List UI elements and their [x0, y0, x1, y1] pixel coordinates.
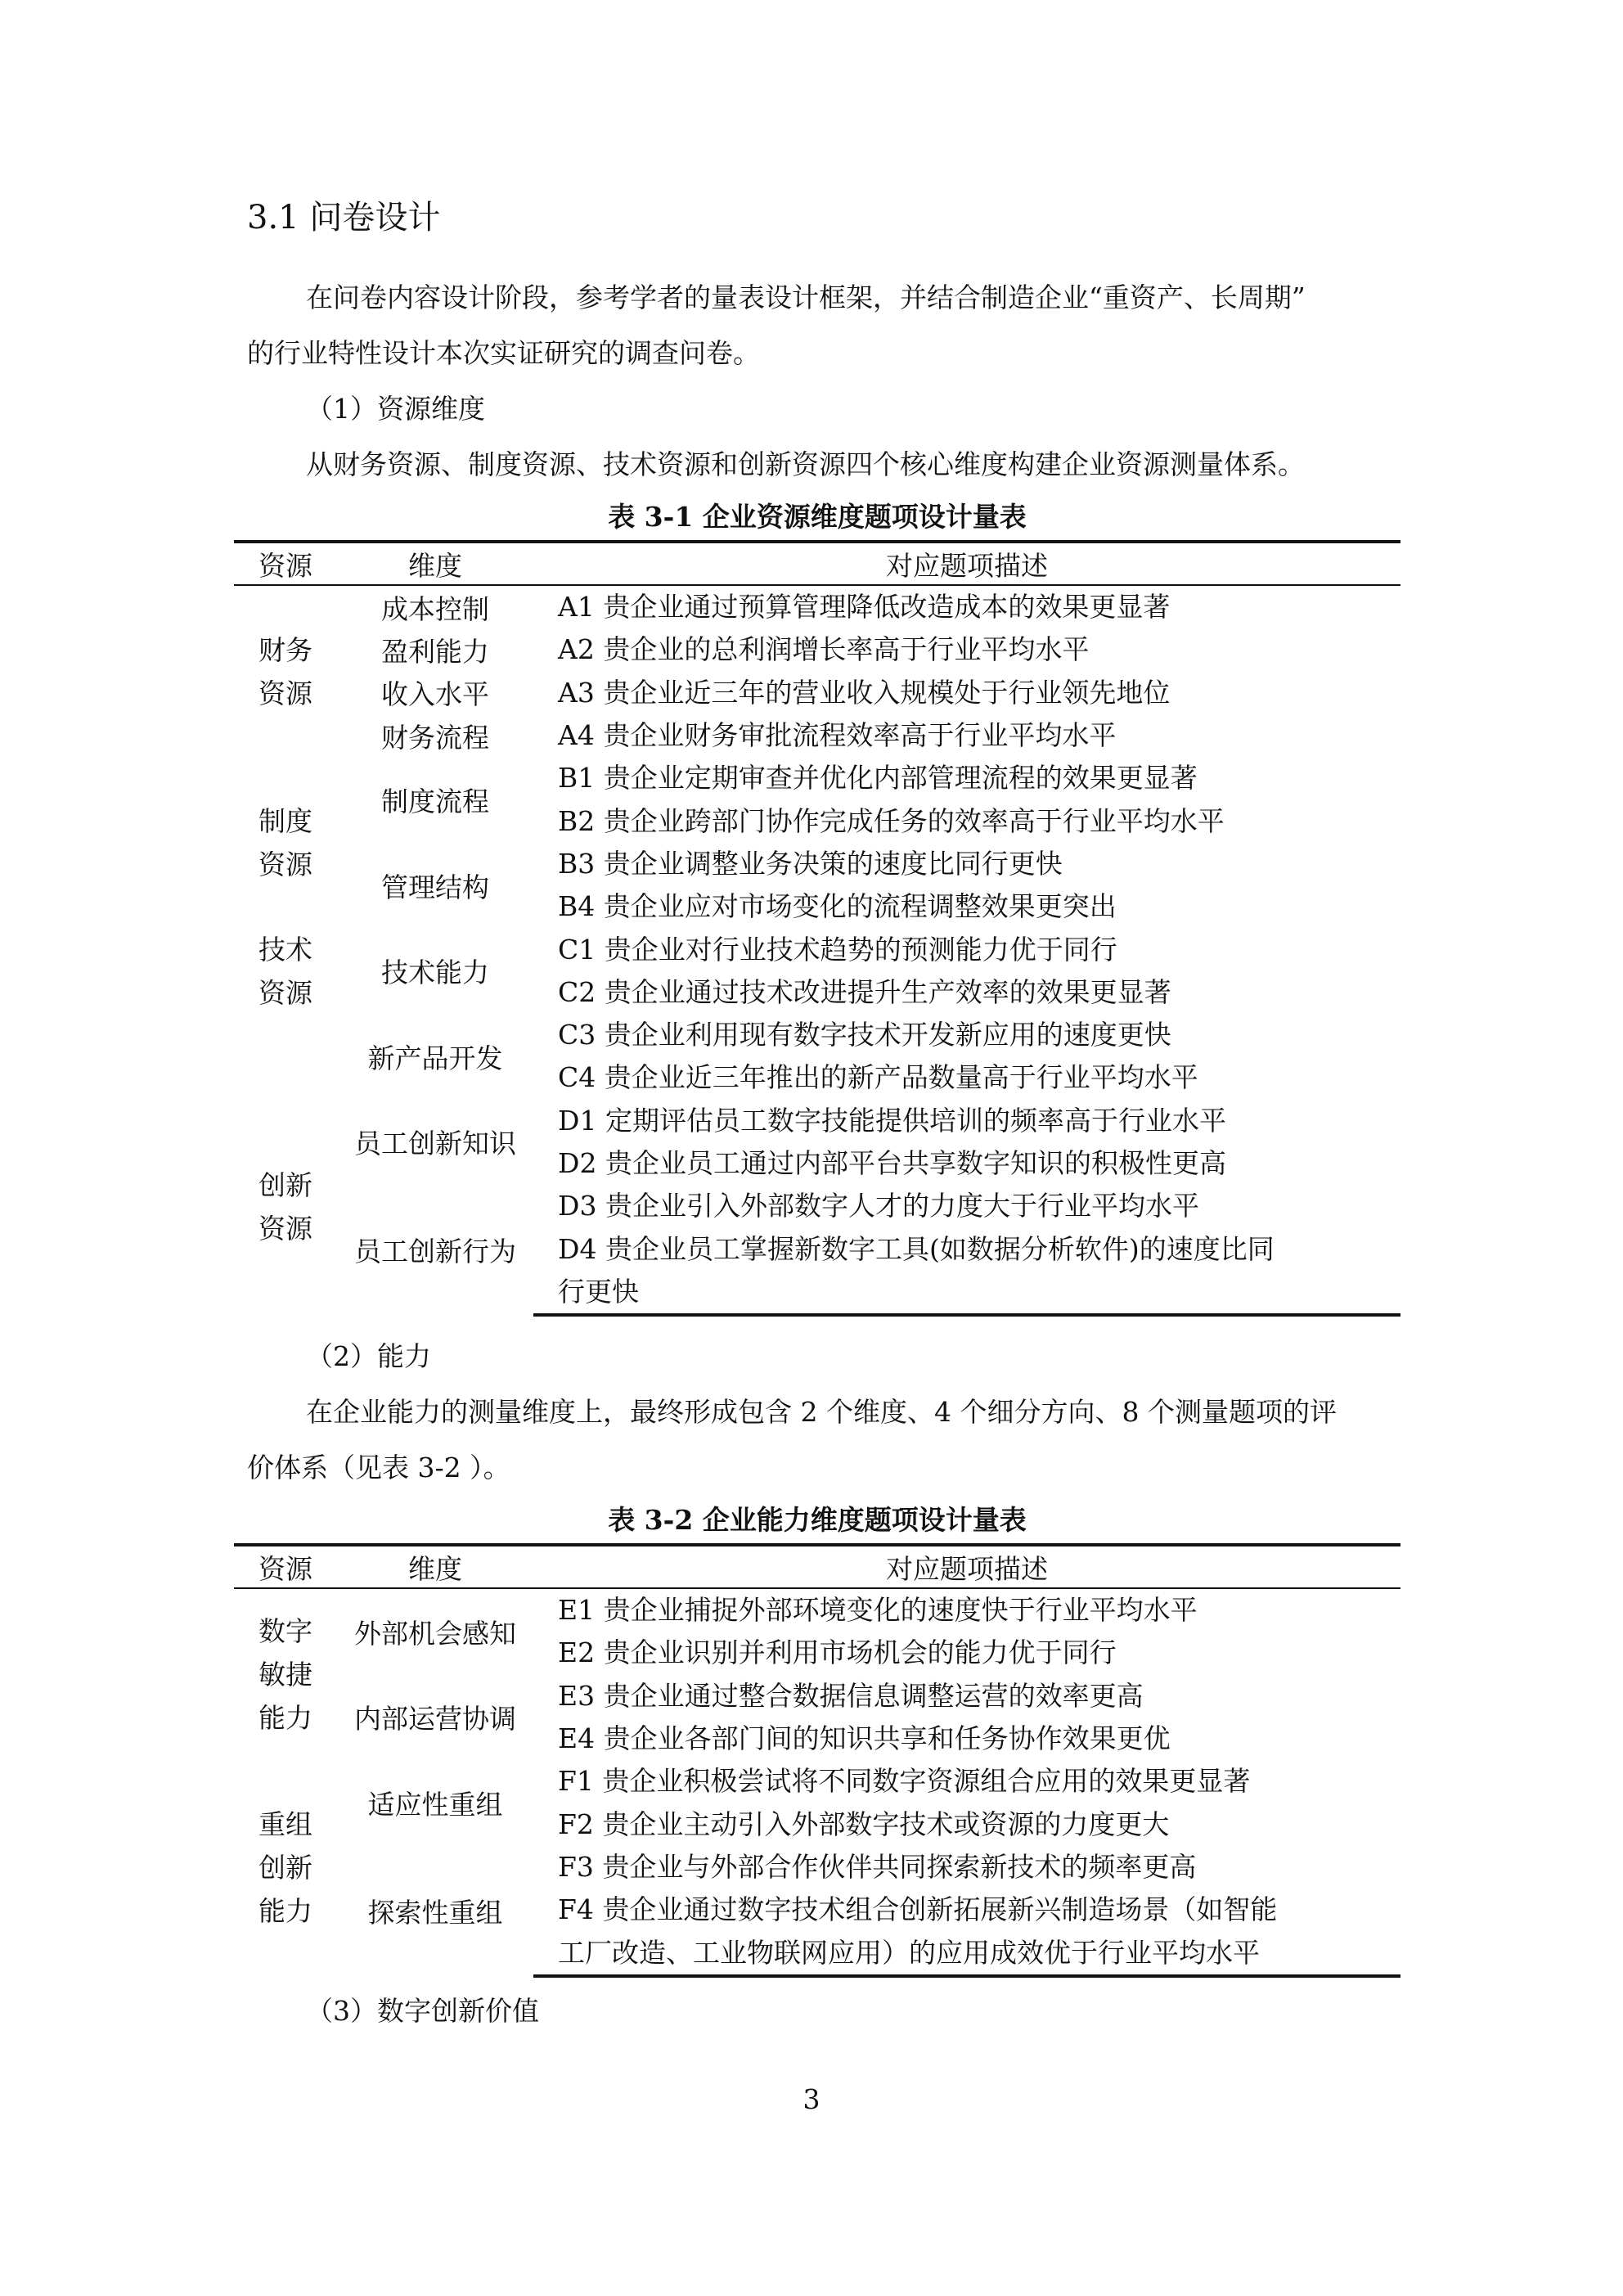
- item-cell: B3 贵企业调整业务决策的速度比同行更快: [558, 847, 1063, 880]
- group-label-line: 资源: [259, 848, 312, 880]
- item-cell: D4 贵企业员工掌握新数字工具(如数据分析软件)的速度比同: [558, 1232, 1275, 1265]
- item-cell: E1 贵企业捕捉外部环境变化的速度快于行业平均水平: [558, 1594, 1198, 1627]
- table-row: [234, 1846, 1400, 1889]
- item-cell: F4 贵企业通过数字技术组合创新拓展新兴制造场景（如智能: [558, 1893, 1278, 1926]
- group-label-line: 资源: [259, 977, 312, 1010]
- group-label-line: 数字: [259, 1615, 312, 1648]
- table-3-2-caption: 表 3-2 企业能力维度题项设计量表: [608, 1504, 1027, 1536]
- dimension-cell: 适应性重组: [367, 1788, 503, 1821]
- group-label-line: 创新: [259, 1852, 312, 1884]
- table-3-2: [234, 1543, 1400, 1978]
- table-row: [234, 1100, 1400, 1142]
- resource-intro-text: 从财务资源、制度资源、技术资源和创新资源四个核心维度构建企业资源测量体系。: [306, 448, 1305, 480]
- item-cell: F2 贵企业主动引入外部数字技术或资源的力度更大: [558, 1808, 1170, 1840]
- table-row: [234, 1185, 1400, 1227]
- group-label-line: 敏捷: [259, 1659, 312, 1691]
- group-label-line: 技术: [259, 934, 312, 966]
- group-label-line: 财务: [259, 633, 312, 666]
- item-cell: B4 贵企业应对市场变化的流程调整效果更突出: [558, 890, 1117, 923]
- subsection-heading-resource: （1）资源维度: [306, 393, 485, 425]
- header-dimension: 维度: [337, 1545, 533, 1588]
- item-cell: E2 贵企业识别并利用市场机会的能力优于同行: [558, 1636, 1117, 1669]
- dimension-cell: 收入水平: [381, 678, 489, 711]
- section-title: 3.1 问卷设计: [247, 199, 441, 236]
- group-cell-digital-agility: [234, 1588, 337, 1760]
- group-label-line: 制度: [259, 804, 312, 837]
- intro-paragraph-line-1: 在问卷内容设计阶段，参考学者的量表设计框架，并结合制造企业“重资产、长周期”: [306, 281, 1306, 313]
- dimension-cell: 管理结构: [381, 871, 489, 903]
- table-row: [234, 714, 1400, 757]
- group-label-line: 创新: [259, 1169, 312, 1202]
- group-label-line: 资源: [259, 677, 312, 709]
- item-cell: F1 贵企业积极尝试将不同数字资源组合应用的效果更显著: [558, 1765, 1251, 1798]
- item-cell: E4 贵企业各部门间的知识共享和任务协作效果更优: [558, 1722, 1171, 1755]
- dimension-cell: 制度流程: [381, 785, 489, 817]
- item-cell: A4 贵企业财务审批流程效率高于行业平均水平: [558, 719, 1117, 752]
- item-cell: C4 贵企业近三年推出的新产品数量高于行业平均水平: [558, 1061, 1198, 1094]
- dimension-cell: 探索性重组: [367, 1896, 503, 1929]
- header-resource: 资源: [234, 1545, 337, 1588]
- group-label-line: 重组: [259, 1808, 312, 1841]
- group-cell-recombination: [234, 1760, 337, 1975]
- item-cell: C3 贵企业利用现有数字技术开发新应用的速度更快: [558, 1019, 1171, 1051]
- header-resource: 资源: [234, 542, 337, 585]
- group-label-line: 能力: [259, 1895, 312, 1928]
- table-row: [234, 1675, 1400, 1717]
- table-row: [234, 1014, 1400, 1056]
- group-cell-innovation: [234, 1100, 337, 1315]
- group-label-line: 资源: [259, 1213, 312, 1245]
- page-number: 3: [803, 2083, 820, 2115]
- item-cell: A3 贵企业近三年的营业收入规模处于行业领先地位: [558, 676, 1171, 709]
- table-row: [234, 1588, 1400, 1632]
- dimension-cell: 成本控制: [381, 592, 489, 625]
- item-cell: A2 贵企业的总利润增长率高于行业平均水平: [558, 633, 1090, 666]
- dimension-cell: 盈利能力: [381, 635, 489, 668]
- intro-paragraph-line-2: 的行业特性设计本次实证研究的调查问卷。: [247, 337, 760, 369]
- group-cell-institution: [234, 757, 337, 928]
- item-cell: D3 贵企业引入外部数字人才的力度大于行业平均水平: [558, 1190, 1199, 1222]
- table-row: [234, 628, 1400, 671]
- table-row: [234, 928, 1400, 970]
- table-3-1: [234, 540, 1400, 1317]
- subsection-heading-digital-innovation-value: （3）数字创新价值: [306, 1995, 539, 2027]
- capability-intro-line-2: 价体系（见表 3-2 ）。: [247, 1452, 510, 1483]
- group-cell-technology: [234, 928, 337, 1099]
- item-cell: F3 贵企业与外部合作伙伴共同探索新技术的频率更高: [558, 1850, 1197, 1883]
- item-cell: A1 贵企业通过预算管理降低改造成本的效果更显著: [558, 591, 1171, 624]
- capability-intro-line-1: 在企业能力的测量维度上，最终形成包含 2 个维度、4 个细分方向、8 个测量题项的评: [306, 1396, 1337, 1428]
- item-cell: 工厂改造、工业物联网应用）的应用成效优于行业平均水平: [533, 1931, 1400, 1975]
- group-label-line: 能力: [259, 1702, 312, 1735]
- table-row: [234, 757, 1400, 799]
- table-3-1-caption: 表 3-1 企业资源维度题项设计量表: [608, 501, 1027, 533]
- dimension-cell: 技术能力: [381, 957, 489, 989]
- table-row: [234, 672, 1400, 714]
- table-row: [234, 843, 1400, 885]
- item-cell: C2 贵企业通过技术改进提升生产效率的效果更显著: [558, 975, 1171, 1008]
- item-cell: E3 贵企业通过整合数据信息调整运营的效率更高: [558, 1679, 1144, 1712]
- item-cell: 行更快: [533, 1271, 1400, 1315]
- header-item-description: 对应题项描述: [533, 1545, 1400, 1588]
- dimension-cell: 内部运营协调: [354, 1703, 516, 1736]
- table-header-row: [234, 542, 1400, 585]
- item-cell: B2 贵企业跨部门协作完成任务的效率高于行业平均水平: [558, 804, 1225, 837]
- table-header-row: [234, 1545, 1400, 1588]
- item-cell: C1 贵企业对行业技术趋势的预测能力优于同行: [558, 933, 1117, 966]
- dimension-cell: 员工创新行为: [354, 1236, 516, 1268]
- item-cell: B1 贵企业定期审查并优化内部管理流程的效果更显著: [558, 762, 1198, 795]
- header-item-description: 对应题项描述: [533, 542, 1400, 585]
- subsection-heading-capability: （2）能力: [306, 1340, 431, 1372]
- dimension-cell: 员工创新知识: [354, 1128, 516, 1160]
- dimension-cell: 财务流程: [381, 721, 489, 754]
- table-row: [234, 1760, 1400, 1803]
- dimension-cell: 外部机会感知: [354, 1617, 516, 1650]
- header-dimension: 维度: [337, 542, 533, 585]
- group-cell-finance: [234, 585, 337, 757]
- item-cell: D2 贵企业员工通过内部平台共享数字知识的积极性更高: [558, 1147, 1226, 1179]
- item-cell: D1 定期评估员工数字技能提供培训的频率高于行业水平: [558, 1104, 1226, 1137]
- dimension-cell: 新产品开发: [367, 1042, 503, 1074]
- table-row: [234, 585, 1400, 628]
